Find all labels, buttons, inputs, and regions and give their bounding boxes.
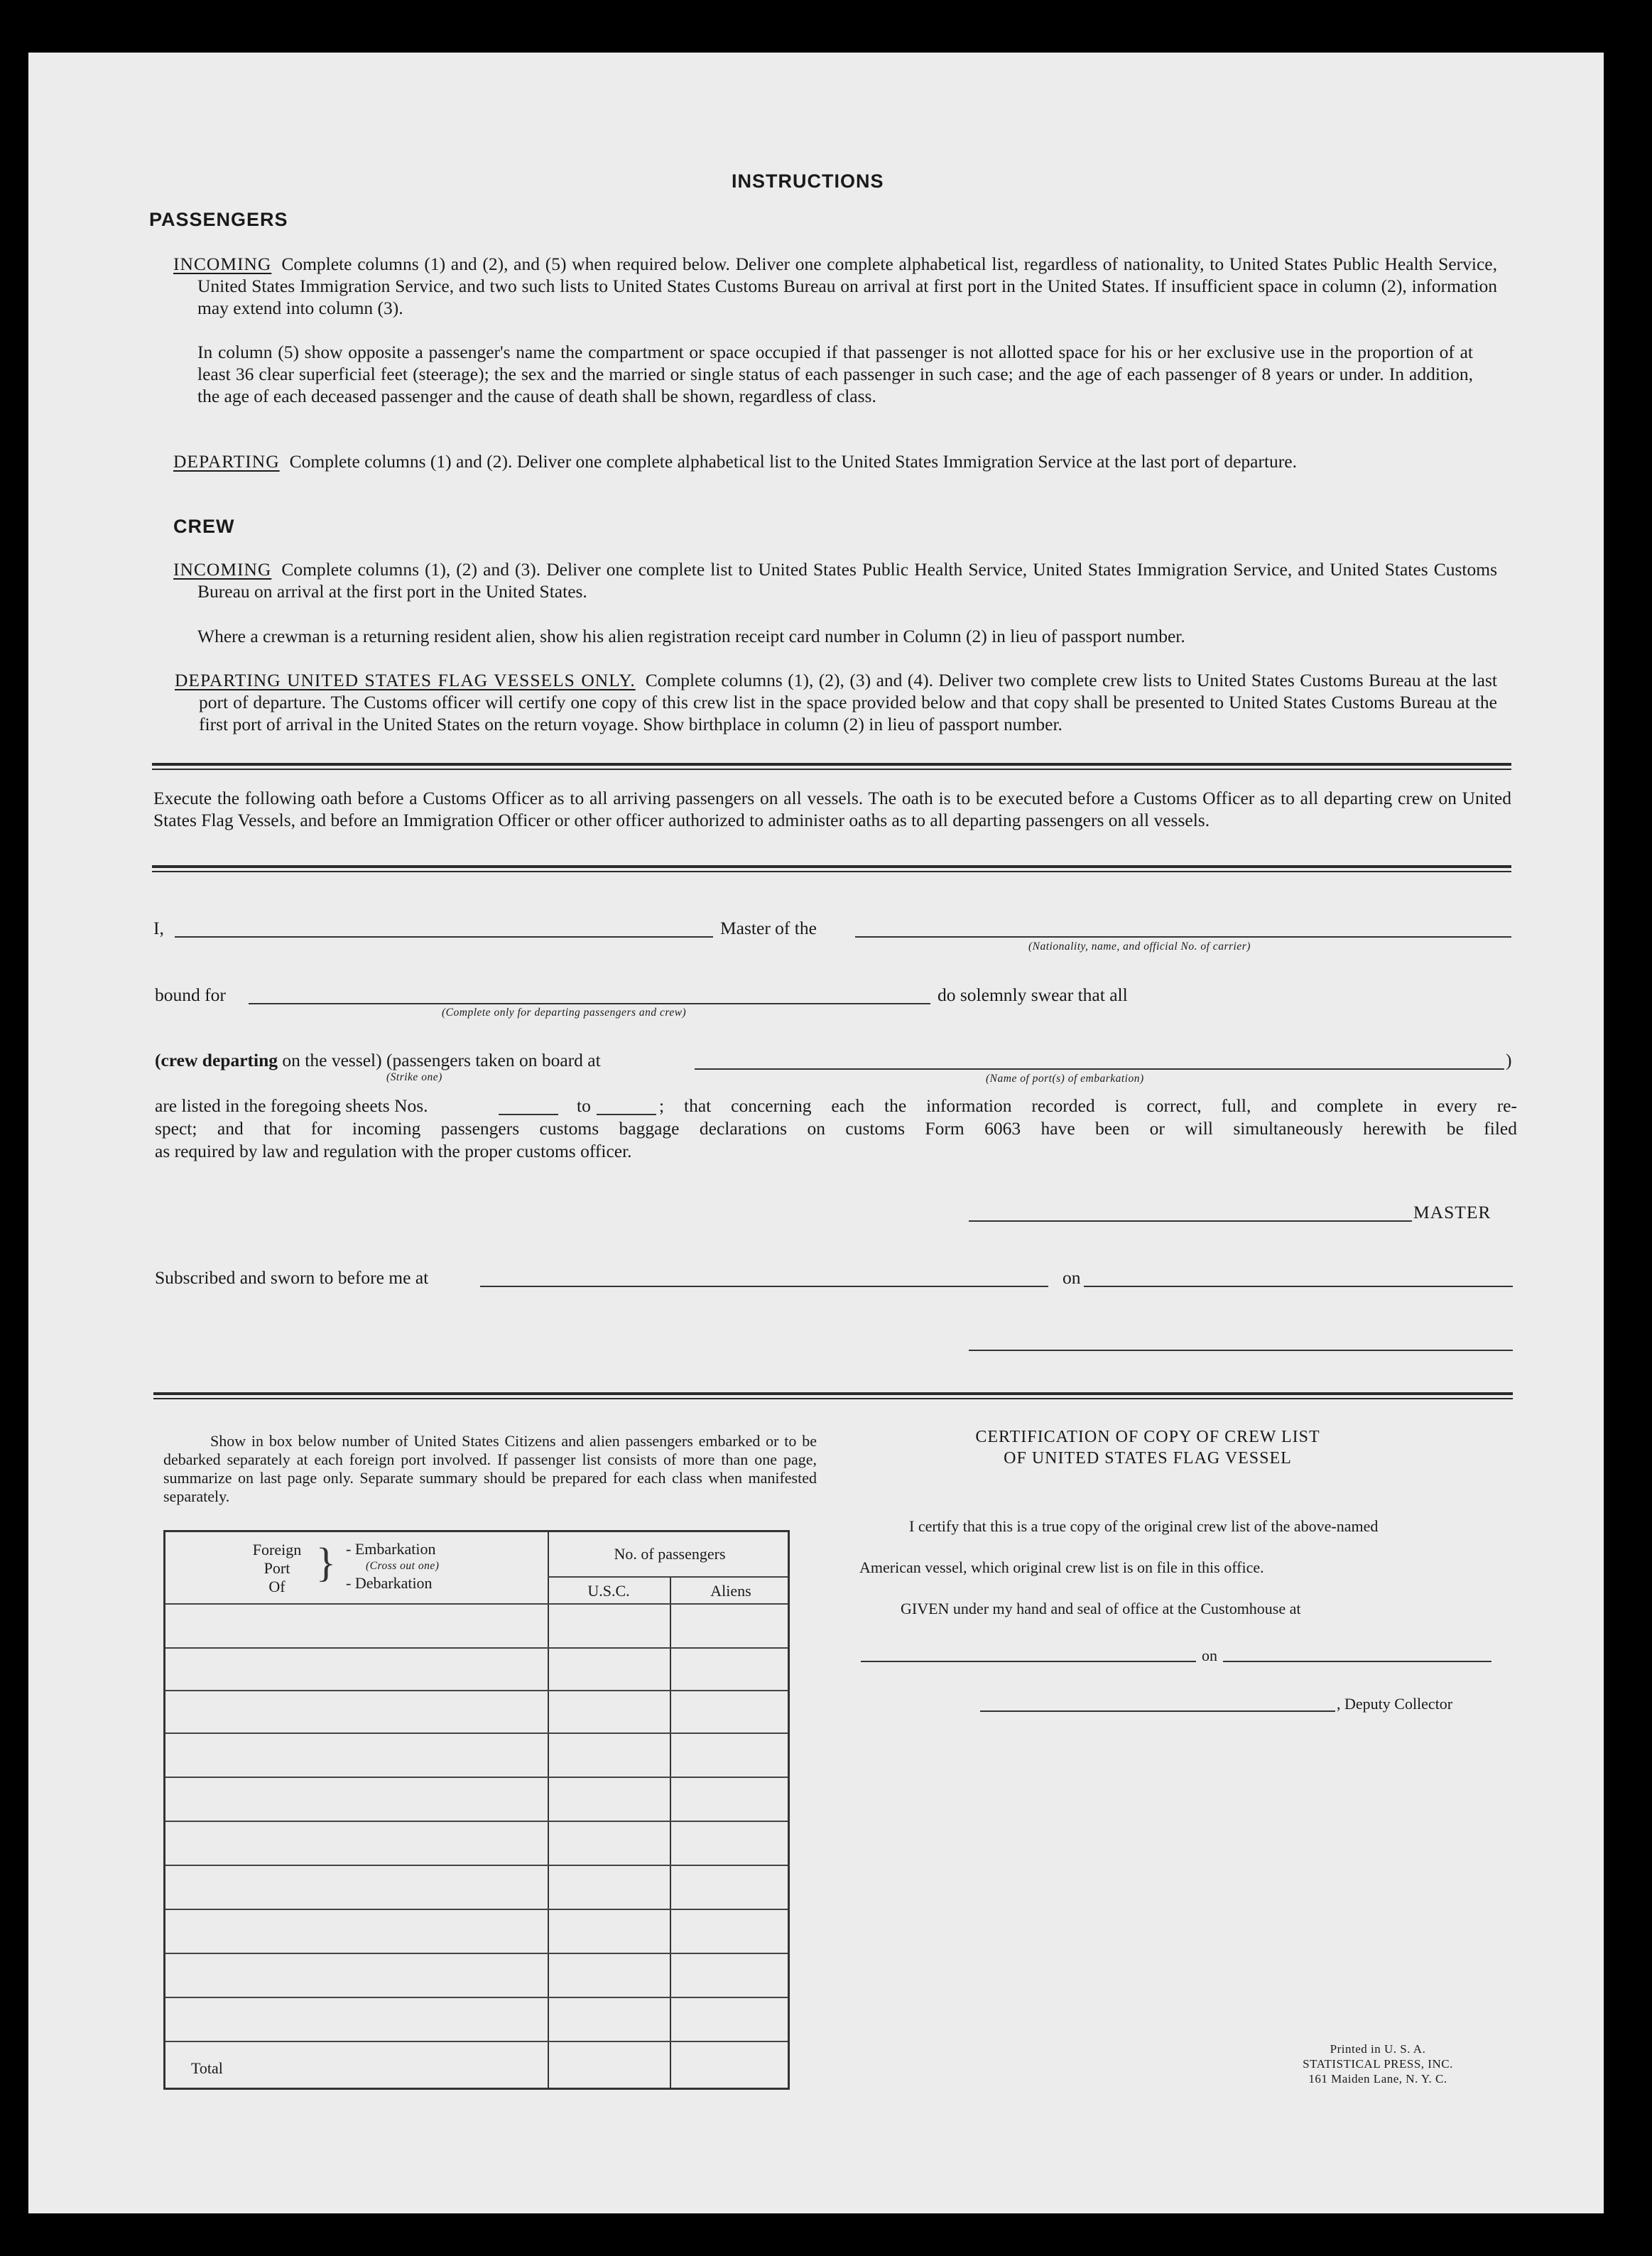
- oath-port-hint: (Name of port(s) of embarkation): [986, 1073, 1144, 1085]
- printer-imprint: [1271, 2041, 1484, 2086]
- oath-crew-departing: (crew departing: [155, 1050, 278, 1070]
- table-row[interactable]: [165, 1647, 788, 1649]
- passengers-incoming-text: Complete columns (1) and (2), and (5) when required below. Deliver one complete alphabetical list, regardless of nationality, to United States Public Health Service, United States Immigration Service, and two such lists to United States Customs Bureau on arrival at first port in the United States. If insufficient space in column (2), information may extend into column (3).: [197, 254, 1497, 318]
- subscribed-label: Subscribed and sworn to before me at: [155, 1267, 429, 1288]
- lower-divider-thin: [153, 1398, 1513, 1399]
- header-bottom: [165, 1603, 788, 1605]
- oath-divider: [152, 865, 1511, 868]
- master-label: MASTER: [1413, 1202, 1491, 1222]
- table-row[interactable]: [165, 1909, 788, 1910]
- certification-title-line2: OF UNITED STATES FLAG VESSEL: [1004, 1449, 1292, 1468]
- crew-departing-lead: DEPARTING UNITED STATES FLAG VESSELS ONLY.: [175, 670, 636, 690]
- oath-i-label: I,: [153, 918, 164, 938]
- oath-swear: do solemnly swear that all: [938, 985, 1128, 1005]
- crew-departing-paragraph: [175, 669, 1497, 735]
- header-port: Port: [263, 1559, 290, 1577]
- table-row[interactable]: [165, 1953, 788, 1954]
- certification-on-label: on: [1202, 1647, 1217, 1664]
- oath-master-of-the: Master of the: [720, 918, 817, 938]
- printer-line1: Printed in U. S. A.: [1330, 2042, 1426, 2056]
- form-page: [28, 53, 1604, 2213]
- table-row[interactable]: [165, 1777, 788, 1778]
- printer-line2: STATISTICAL PRESS, INC.: [1303, 2057, 1453, 2071]
- oath-listed-line2: spect; and that for incoming passengers customs baggage declarations on customs Form 6063 have been or will simultaneously herewith be filed: [155, 1118, 1517, 1139]
- header-aliens: Aliens: [710, 1582, 751, 1600]
- header-debarkation: - Debarkation: [346, 1574, 433, 1592]
- table-row[interactable]: [165, 1997, 788, 1998]
- subscribed-place-field[interactable]: [480, 1286, 1048, 1287]
- oath-strike-one: (Strike one): [386, 1071, 442, 1083]
- passengers-incoming-note: In column (5) show opposite a passenger's name the compartment or space occupied if that passenger is not allotted space for his or her exclusive use in the proportion of at least 36 clear superficial feet (steerage); the sex and the married or single status of each passenger in such case; and the age of each passenger of 8 years or under. In addition, the age of each deceased passenger and the cause of death shall be shown, regardless of class.: [197, 342, 1473, 406]
- subscribed-on-label: on: [1063, 1267, 1081, 1288]
- oath-sheet-from-field[interactable]: [499, 1114, 558, 1115]
- oath-listed-line3: as required by law and regulation with the proper customs officer.: [155, 1141, 632, 1161]
- oath-divider-thin: [152, 871, 1511, 872]
- section-divider: [152, 763, 1511, 766]
- summary-header-foreign-port: [245, 1541, 309, 1596]
- oath-crew-departing-line: [155, 1050, 601, 1071]
- passengers-incoming-paragraph: [173, 253, 1497, 319]
- crew-incoming-note: Where a crewman is a returning resident alien, show his alien registration receipt card number in Column (2) in lieu of passport number.: [197, 626, 1185, 646]
- header-usc: U.S.C.: [587, 1582, 630, 1600]
- passengers-heading: PASSENGERS: [149, 209, 288, 230]
- oath-listed-to: to: [577, 1095, 591, 1116]
- oath-intro: Execute the following oath before a Customs Officer as to all arriving passengers on all vessels. The oath is to be executed before a Customs Officer as to all departing crew on United States Flag Vessels, and before an Immigration Officer or other officer authorized to administer oaths as to all departing passengers on all vessels.: [153, 788, 1511, 830]
- deputy-collector-label: , Deputy Collector: [1337, 1695, 1453, 1713]
- oath-on-the-vessel: on the vessel): [282, 1050, 382, 1070]
- header-divider: [548, 1576, 788, 1578]
- table-row[interactable]: [165, 1690, 788, 1691]
- crew-departing-text: Complete columns (1), (2), (3) and (4). Deliver two complete crew lists to United States Customs Bureau at the last port of departure. The Customs officer will certify one copy of this crew list in the space provided below and that copy shall be presented to United States Customs Bureau at the first port of arrival in the United States on the return voyage. Show birthplace in column (2) in lieu of passport number.: [199, 670, 1497, 734]
- crew-heading: CREW: [173, 516, 235, 537]
- crew-incoming-text: Complete columns (1), (2) and (3). Deliver one complete list to United States Public Health Service, United States Immigration Service, and United States Customs Bureau on arrival at the first port in the United States.: [197, 559, 1497, 602]
- oath-sheet-to-field[interactable]: [597, 1114, 656, 1115]
- instructions-title: INSTRUCTIONS: [732, 170, 884, 192]
- printer-line3: 161 Maiden Lane, N. Y. C.: [1308, 2072, 1447, 2086]
- certification-american: American vessel, which original crew list is on file in this office.: [859, 1558, 1264, 1576]
- passengers-departing-text: Complete columns (1) and (2). Deliver one complete alphabetical list to the United States Immigration Service at the last port of departure.: [289, 451, 1297, 472]
- certification-given: GIVEN under my hand and seal of office at the Customhouse at: [901, 1600, 1301, 1617]
- customhouse-field[interactable]: [861, 1661, 1196, 1662]
- section-divider-thin: [152, 769, 1511, 770]
- header-no-of-passengers: No. of passengers: [614, 1545, 726, 1563]
- passengers-departing-lead: DEPARTING: [173, 451, 280, 472]
- oath-carrier-field[interactable]: [855, 936, 1511, 938]
- oath-passengers-taken: (passengers taken on board at: [386, 1050, 601, 1070]
- certification-certify: I certify that this is a true copy of the original crew list of the above-named: [909, 1517, 1379, 1535]
- header-of: Of: [268, 1578, 286, 1595]
- oath-close-paren: ): [1506, 1050, 1512, 1070]
- table-row[interactable]: [165, 2041, 788, 2042]
- header-foreign: Foreign: [252, 1541, 302, 1558]
- column-divider: [670, 1576, 671, 2088]
- certification-date-field[interactable]: [1223, 1661, 1491, 1662]
- certification-title: [949, 1426, 1347, 1469]
- summary-instruction: Show in box below number of United States Citizens and alien passengers embarked or to be debarked separately at each foreign port involved. If passenger list consists of more than one page, summarize on last page only. Separate summary should be prepared for each class when manifested separately.: [163, 1432, 817, 1505]
- brace-icon: }: [316, 1539, 336, 1585]
- header-cross-out: (Cross out one): [366, 1560, 440, 1572]
- oath-bound-hint: (Complete only for departing passengers and crew): [442, 1007, 687, 1019]
- oath-bound-for: bound for: [155, 985, 226, 1005]
- subscribed-date-field[interactable]: [1084, 1286, 1513, 1287]
- passengers-departing-paragraph: [173, 450, 1497, 472]
- oath-port-field[interactable]: [695, 1068, 1504, 1070]
- lower-divider: [153, 1392, 1513, 1395]
- header-embarkation: - Embarkation: [346, 1540, 436, 1558]
- oath-carrier-hint: (Nationality, name, and official No. of carrier): [1028, 940, 1251, 953]
- certification-title-line1: CERTIFICATION OF COPY OF CREW LIST: [975, 1428, 1320, 1446]
- table-row[interactable]: [165, 1865, 788, 1866]
- table-row[interactable]: [165, 1732, 788, 1734]
- crew-incoming-paragraph: [173, 558, 1497, 602]
- table-row[interactable]: [165, 1821, 788, 1822]
- oath-name-field[interactable]: [175, 936, 713, 938]
- oath-bound-for-field[interactable]: [249, 1003, 930, 1004]
- summary-table: [163, 1530, 790, 2090]
- summary-header-embark: [346, 1541, 439, 1592]
- oath-listed-a: are listed in the foregoing sheets Nos.: [155, 1095, 428, 1116]
- passengers-incoming-lead: INCOMING: [173, 254, 272, 274]
- officer-signature-field[interactable]: [969, 1350, 1513, 1351]
- total-label: Total: [191, 2059, 223, 2077]
- oath-listed-b: ; that concerning each the information recorded is correct, full, and complete in every re-: [659, 1095, 1517, 1116]
- deputy-signature-field[interactable]: [980, 1710, 1335, 1712]
- crew-incoming-lead: INCOMING: [173, 559, 272, 580]
- master-signature-field[interactable]: [969, 1220, 1412, 1222]
- column-divider: [548, 1532, 549, 2088]
